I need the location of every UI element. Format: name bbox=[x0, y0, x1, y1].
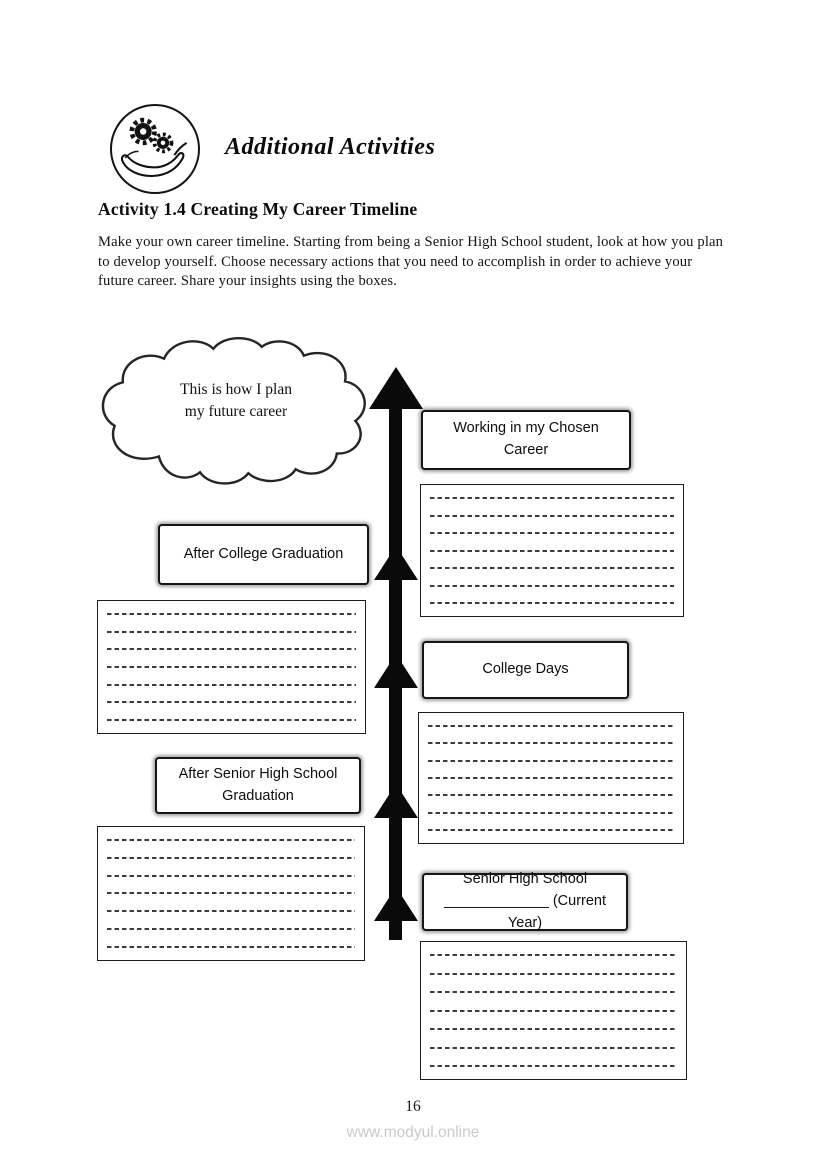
stage-label-after-college bbox=[158, 524, 369, 585]
answer-dash-line bbox=[107, 613, 356, 615]
answer-dash-line bbox=[430, 973, 677, 975]
answer-dash-line bbox=[107, 666, 356, 668]
stage-label-text: Working in my Chosen Career bbox=[453, 420, 599, 458]
answer-dash-line bbox=[428, 829, 674, 831]
answer-dash-line bbox=[107, 684, 356, 686]
answer-dash-line bbox=[107, 648, 356, 650]
gears-hand-icon-drawing bbox=[112, 106, 197, 191]
answer-dash-line bbox=[430, 567, 674, 569]
answer-dash-line bbox=[430, 497, 674, 499]
timeline-arrowhead-icon bbox=[374, 546, 418, 580]
answer-dash-line bbox=[428, 812, 674, 814]
answer-dash-line bbox=[107, 910, 355, 912]
answer-dash-line bbox=[430, 550, 674, 552]
activity-heading: Activity 1.4 Creating My Career Timeline bbox=[98, 199, 418, 219]
answer-dash-line bbox=[430, 954, 677, 956]
page-number: 16 bbox=[405, 1098, 421, 1115]
timeline-arrowhead-icon bbox=[374, 784, 418, 818]
answer-box-after-shs bbox=[97, 826, 365, 961]
answer-dash-line bbox=[107, 701, 356, 703]
answer-dash-line bbox=[107, 875, 355, 877]
stage-label-text: College Days bbox=[482, 661, 569, 678]
stage-label-after-shs bbox=[155, 757, 361, 814]
stage-label-line1: Senior High School bbox=[462, 871, 588, 888]
stage-label-text bbox=[434, 869, 616, 934]
answer-dash-line bbox=[430, 991, 677, 993]
watermark-text: www.modyul.online bbox=[346, 1124, 480, 1141]
answer-dash-line bbox=[430, 532, 674, 534]
answer-box-college-days bbox=[418, 712, 684, 844]
answer-dash-line bbox=[107, 857, 355, 859]
stage-label-working-career bbox=[421, 410, 631, 470]
thought-cloud bbox=[92, 333, 380, 491]
stage-label-text: After College Graduation bbox=[183, 545, 344, 562]
cloud-text-line1: This is how I plan bbox=[180, 381, 292, 398]
answer-dash-line bbox=[430, 1010, 677, 1012]
answer-dash-line bbox=[430, 515, 674, 517]
timeline-arrowhead-icon bbox=[374, 887, 418, 921]
cloud-text-line2: my future career bbox=[184, 403, 288, 421]
stage-label-text: After Senior High School Graduation bbox=[178, 765, 338, 804]
answer-dash-line bbox=[430, 1047, 677, 1049]
answer-dash-line bbox=[428, 777, 674, 779]
answer-box-working-career bbox=[420, 484, 684, 617]
answer-dash-line bbox=[107, 892, 355, 894]
answer-box-senior-high bbox=[420, 941, 687, 1080]
cloud-text bbox=[92, 379, 380, 424]
answer-dash-line bbox=[430, 1028, 677, 1030]
answer-dash-line bbox=[428, 794, 674, 796]
stage-label-college-days bbox=[422, 641, 629, 699]
answer-box-after-college bbox=[97, 600, 366, 734]
answer-dash-line bbox=[430, 1065, 677, 1067]
stage-label-line2: _____________ (Current Year) bbox=[443, 893, 607, 931]
answer-dash-line bbox=[107, 719, 356, 721]
answer-dash-line bbox=[107, 946, 355, 948]
answer-dash-line bbox=[428, 742, 674, 744]
answer-dash-line bbox=[107, 839, 355, 841]
activity-instructions: Make your own career timeline. Starting from being a Senior High School student, look at how you plan to develop yourself. Choose necessary actions that you need to accomplish in order to achieve your future career. Share your insights using the boxes. bbox=[98, 234, 724, 290]
answer-dash-line bbox=[107, 631, 356, 633]
timeline-arrowhead-top-icon bbox=[369, 367, 423, 409]
answer-dash-line bbox=[107, 928, 355, 930]
page-title: Additional Activities bbox=[225, 134, 436, 160]
answer-dash-line bbox=[428, 725, 674, 727]
answer-dash-line bbox=[428, 760, 674, 762]
timeline-arrowhead-icon bbox=[374, 654, 418, 688]
answer-dash-line bbox=[430, 602, 674, 604]
answer-dash-line bbox=[430, 585, 674, 587]
stage-label-senior-high bbox=[422, 873, 628, 931]
gears-hand-icon bbox=[110, 104, 200, 194]
